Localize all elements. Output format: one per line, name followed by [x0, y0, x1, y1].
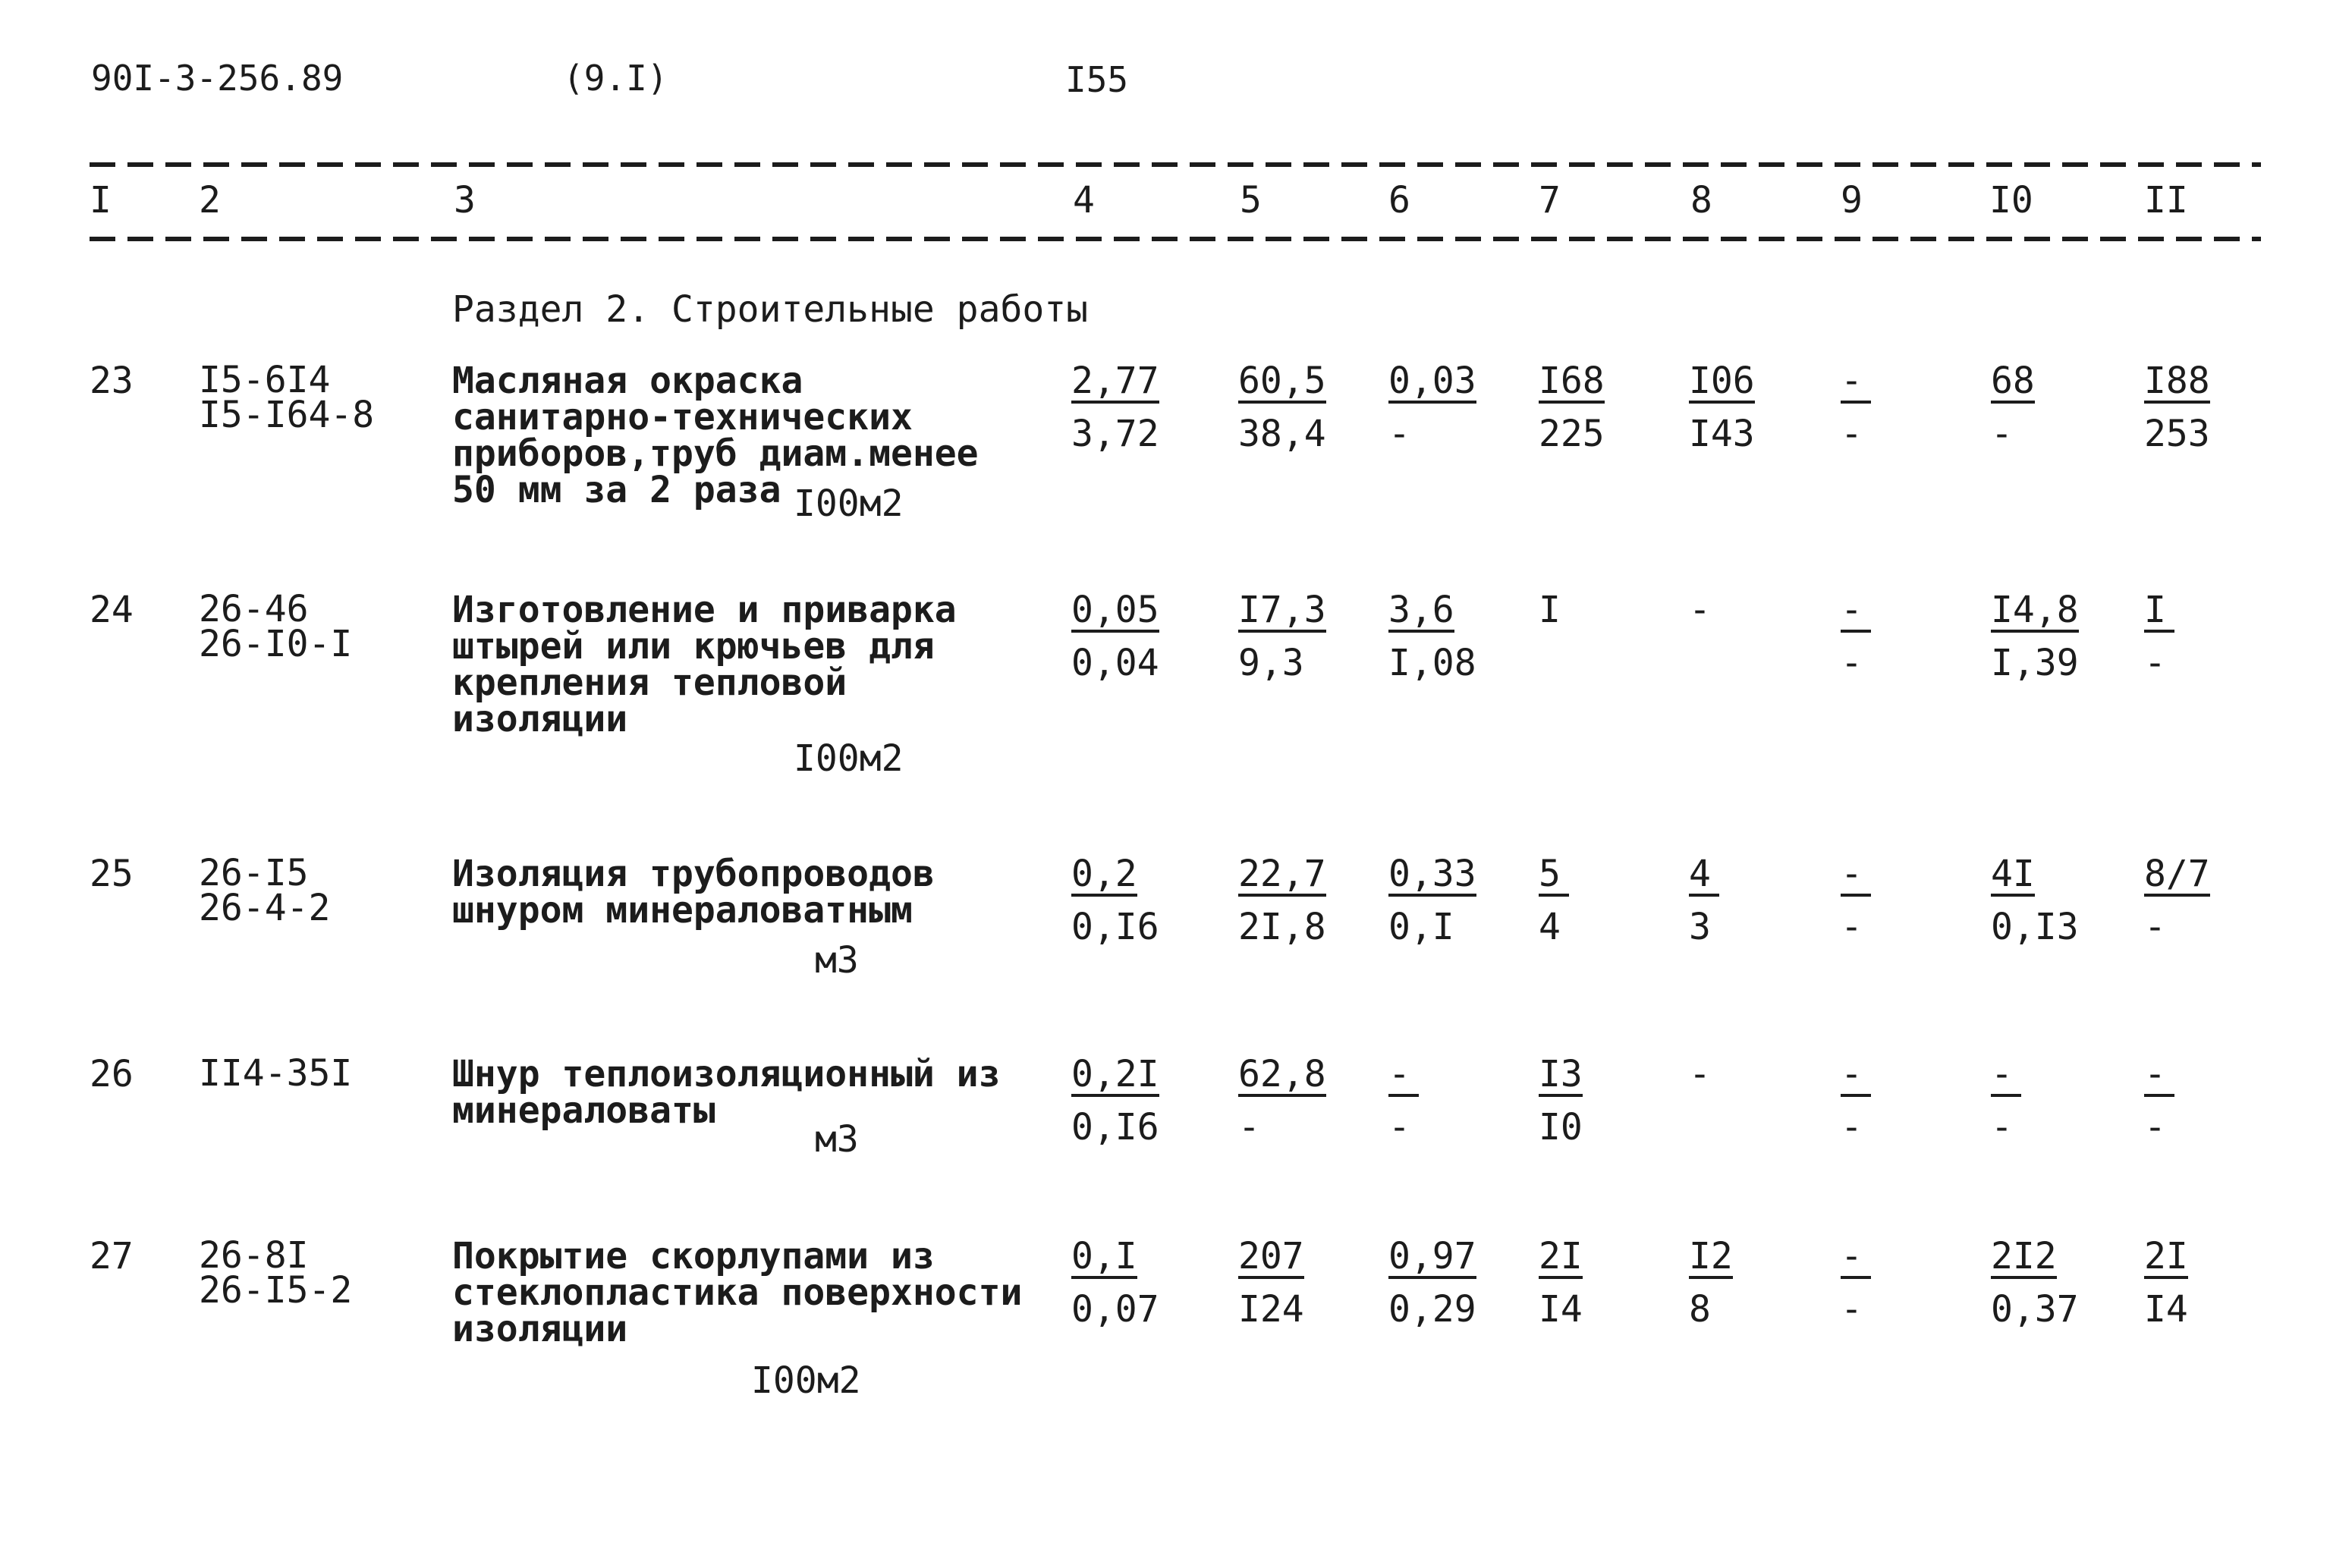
column-header: 9	[1841, 179, 1863, 222]
work-description: Масляная окраска санитарно-технических приборов,труб диам.менее 50 мм за 2 раза	[452, 360, 979, 511]
unit-of-measure: I00м2	[751, 1359, 861, 1402]
value-upper: I2	[1689, 1235, 1733, 1277]
norm-code: I5-6I4 I5-I64-8	[199, 359, 375, 436]
value-upper: -	[1841, 856, 1871, 897]
section-title: Раздел 2. Строительные работы	[452, 288, 1089, 331]
value-upper: 62,8	[1238, 1053, 1326, 1095]
value-col-4	[1071, 589, 1185, 684]
value-lower	[1539, 642, 1652, 678]
value-upper: 2I2	[1991, 1235, 2057, 1277]
value-lower: 0,04	[1071, 642, 1159, 684]
value-upper: 0,2	[1071, 853, 1137, 895]
value-upper: 60,5	[1238, 360, 1326, 402]
value-upper: I88	[2144, 360, 2210, 402]
value-lower: -	[1841, 906, 1863, 948]
value-lower: I4	[1539, 1288, 1583, 1331]
value-col-4	[1071, 1235, 1185, 1331]
value-upper: 2,77	[1071, 360, 1159, 402]
unit-of-measure: м3	[815, 939, 859, 982]
value-upper: 3,6	[1388, 589, 1454, 631]
value-upper: 0,2I	[1071, 1053, 1159, 1095]
value-col-8	[1689, 589, 1803, 678]
table-row	[0, 1234, 2330, 1466]
value-lower: 2I,8	[1238, 906, 1326, 948]
value-upper: I68	[1539, 360, 1605, 402]
value-col-10	[1991, 853, 2105, 948]
value-col-5	[1238, 1235, 1352, 1331]
value-col-9	[1841, 360, 1954, 455]
value-col-8	[1689, 1053, 1803, 1142]
value-col-6	[1388, 853, 1502, 948]
value-col-5	[1238, 1053, 1352, 1149]
value-lower: -	[2144, 642, 2166, 684]
value-lower: 3,72	[1071, 413, 1159, 455]
value-lower: -	[2144, 1106, 2166, 1149]
value-upper: -	[1841, 592, 1871, 633]
value-lower: -	[1388, 413, 1410, 455]
row-number: 26	[90, 1053, 134, 1095]
value-upper: 5	[1539, 856, 1569, 897]
value-upper: I3	[1539, 1053, 1583, 1095]
value-lower: 3	[1689, 906, 1711, 948]
document-code: 90I-3-256.89	[91, 58, 344, 99]
unit-of-measure: м3	[815, 1118, 859, 1161]
column-header: I0	[1989, 179, 2033, 222]
value-upper: -	[1991, 1056, 2021, 1097]
value-lower: 0,I6	[1071, 906, 1159, 948]
value-col-6	[1388, 589, 1502, 684]
value-col-8	[1689, 853, 1803, 948]
page-number: I55	[1065, 59, 1129, 100]
value-upper: -	[1388, 1056, 1419, 1097]
value-col-7	[1539, 1235, 1652, 1331]
value-upper: 4I	[1991, 853, 2035, 895]
value-col-6	[1388, 360, 1502, 455]
value-col-9	[1841, 1053, 1954, 1149]
column-header: 6	[1388, 179, 1410, 222]
unit-of-measure: I00м2	[794, 737, 904, 780]
value-col-6	[1388, 1053, 1502, 1149]
value-upper: 68	[1991, 360, 2035, 402]
table-row	[0, 359, 2330, 590]
norm-code: 26-I5 26-4-2	[199, 852, 331, 929]
value-col-11	[2144, 853, 2258, 948]
value-lower: 0,I3	[1991, 906, 2079, 948]
work-description: Изоляция трубопроводов шнуром минераловатным	[452, 853, 935, 932]
value-col-5	[1238, 589, 1352, 684]
value-lower: I,39	[1991, 642, 2079, 684]
header-bottom-rule	[90, 237, 2261, 241]
value-col-4	[1071, 360, 1185, 455]
value-lower: 225	[1539, 413, 1605, 455]
value-upper: -	[1689, 589, 1711, 631]
row-number: 25	[90, 853, 134, 895]
value-col-11	[2144, 1053, 2258, 1149]
value-col-11	[2144, 589, 2258, 684]
value-lower: 0,I6	[1071, 1106, 1159, 1149]
norm-code: II4-35I	[199, 1052, 353, 1095]
value-lower: 0,07	[1071, 1288, 1159, 1331]
value-upper: 22,7	[1238, 853, 1326, 895]
value-lower: -	[1841, 1106, 1863, 1149]
table-row	[0, 588, 2330, 819]
value-lower: I,08	[1388, 642, 1476, 684]
value-lower: I24	[1238, 1288, 1304, 1331]
value-col-11	[2144, 360, 2258, 455]
value-lower: 253	[2144, 413, 2210, 455]
value-upper: 0,33	[1388, 853, 1476, 895]
column-header: 7	[1539, 179, 1561, 222]
value-lower: 8	[1689, 1288, 1711, 1331]
value-lower: -	[1841, 413, 1863, 455]
column-header: 5	[1240, 179, 1262, 222]
value-col-5	[1238, 853, 1352, 948]
column-header: 2	[199, 179, 221, 222]
value-col-5	[1238, 360, 1352, 455]
value-upper: 207	[1238, 1235, 1304, 1277]
value-lower: I0	[1539, 1106, 1583, 1149]
norm-code: 26-46 26-I0-I	[199, 588, 353, 665]
value-col-8	[1689, 360, 1803, 455]
value-col-6	[1388, 1235, 1502, 1331]
value-lower: I43	[1689, 413, 1755, 455]
value-col-9	[1841, 1235, 1954, 1331]
value-upper: I7,3	[1238, 589, 1326, 631]
album-number: (9.I)	[563, 58, 668, 99]
column-header: I	[90, 179, 112, 222]
value-lower: 0,37	[1991, 1288, 2079, 1331]
value-upper: I06	[1689, 360, 1755, 402]
value-upper: I	[1539, 589, 1561, 631]
work-description: Шнур теплоизоляционный из минераловаты	[452, 1053, 1001, 1132]
value-col-10	[1991, 360, 2105, 455]
value-col-9	[1841, 589, 1954, 684]
value-upper: I4,8	[1991, 589, 2079, 631]
value-upper: -	[2144, 1056, 2174, 1097]
value-col-7	[1539, 1053, 1652, 1149]
value-upper: -	[1841, 1238, 1871, 1279]
value-lower: -	[1841, 642, 1863, 684]
work-description: Изготовление и приварка штырей или крючьев для крепления тепловой изоляции	[452, 589, 957, 740]
value-col-9	[1841, 853, 1954, 948]
value-col-8	[1689, 1235, 1803, 1331]
value-upper: 4	[1689, 856, 1719, 897]
value-col-11	[2144, 1235, 2258, 1331]
value-upper: 0,05	[1071, 589, 1159, 631]
value-lower: 0,I	[1388, 906, 1454, 948]
value-lower: -	[1238, 1106, 1260, 1149]
value-lower: 4	[1539, 906, 1561, 948]
value-upper: -	[1841, 1056, 1871, 1097]
value-upper: 2I	[1539, 1235, 1583, 1277]
value-col-10	[1991, 1053, 2105, 1149]
value-upper: I	[2144, 592, 2174, 633]
value-upper: 2I	[2144, 1235, 2188, 1277]
value-upper: -	[1689, 1053, 1711, 1095]
value-upper: -	[1841, 363, 1871, 404]
value-col-4	[1071, 853, 1185, 948]
value-col-4	[1071, 1053, 1185, 1149]
value-col-7	[1539, 360, 1652, 455]
value-upper: 0,I	[1071, 1235, 1137, 1277]
value-lower: 0,29	[1388, 1288, 1476, 1331]
column-header: 4	[1073, 179, 1095, 222]
table-row	[0, 852, 2330, 1083]
value-lower: -	[2144, 906, 2166, 948]
column-header: 3	[454, 179, 476, 222]
row-number: 23	[90, 360, 134, 402]
value-upper: 0,97	[1388, 1235, 1476, 1277]
value-lower	[1689, 1106, 1803, 1142]
value-lower: 38,4	[1238, 413, 1326, 455]
value-lower: -	[1991, 413, 2013, 455]
value-upper: 0,03	[1388, 360, 1476, 402]
column-header: 8	[1690, 179, 1712, 222]
value-upper: 8/7	[2144, 853, 2210, 895]
value-lower: 9,3	[1238, 642, 1304, 684]
unit-of-measure: I00м2	[794, 482, 904, 525]
value-col-10	[1991, 1235, 2105, 1331]
value-lower: -	[1841, 1288, 1863, 1331]
value-col-7	[1539, 589, 1652, 678]
value-col-10	[1991, 589, 2105, 684]
row-number: 24	[90, 589, 134, 631]
value-col-7	[1539, 853, 1652, 948]
row-number: 27	[90, 1235, 134, 1277]
work-description: Покрытие скорлупами из стеклопластика поверхности изоляции	[452, 1235, 1023, 1350]
value-lower: -	[1991, 1106, 2013, 1149]
column-header: II	[2144, 179, 2188, 222]
value-lower	[1689, 642, 1803, 678]
header-top-rule	[90, 162, 2261, 167]
value-lower: I4	[2144, 1288, 2188, 1331]
norm-code: 26-8I 26-I5-2	[199, 1234, 353, 1312]
value-lower: -	[1388, 1106, 1410, 1149]
